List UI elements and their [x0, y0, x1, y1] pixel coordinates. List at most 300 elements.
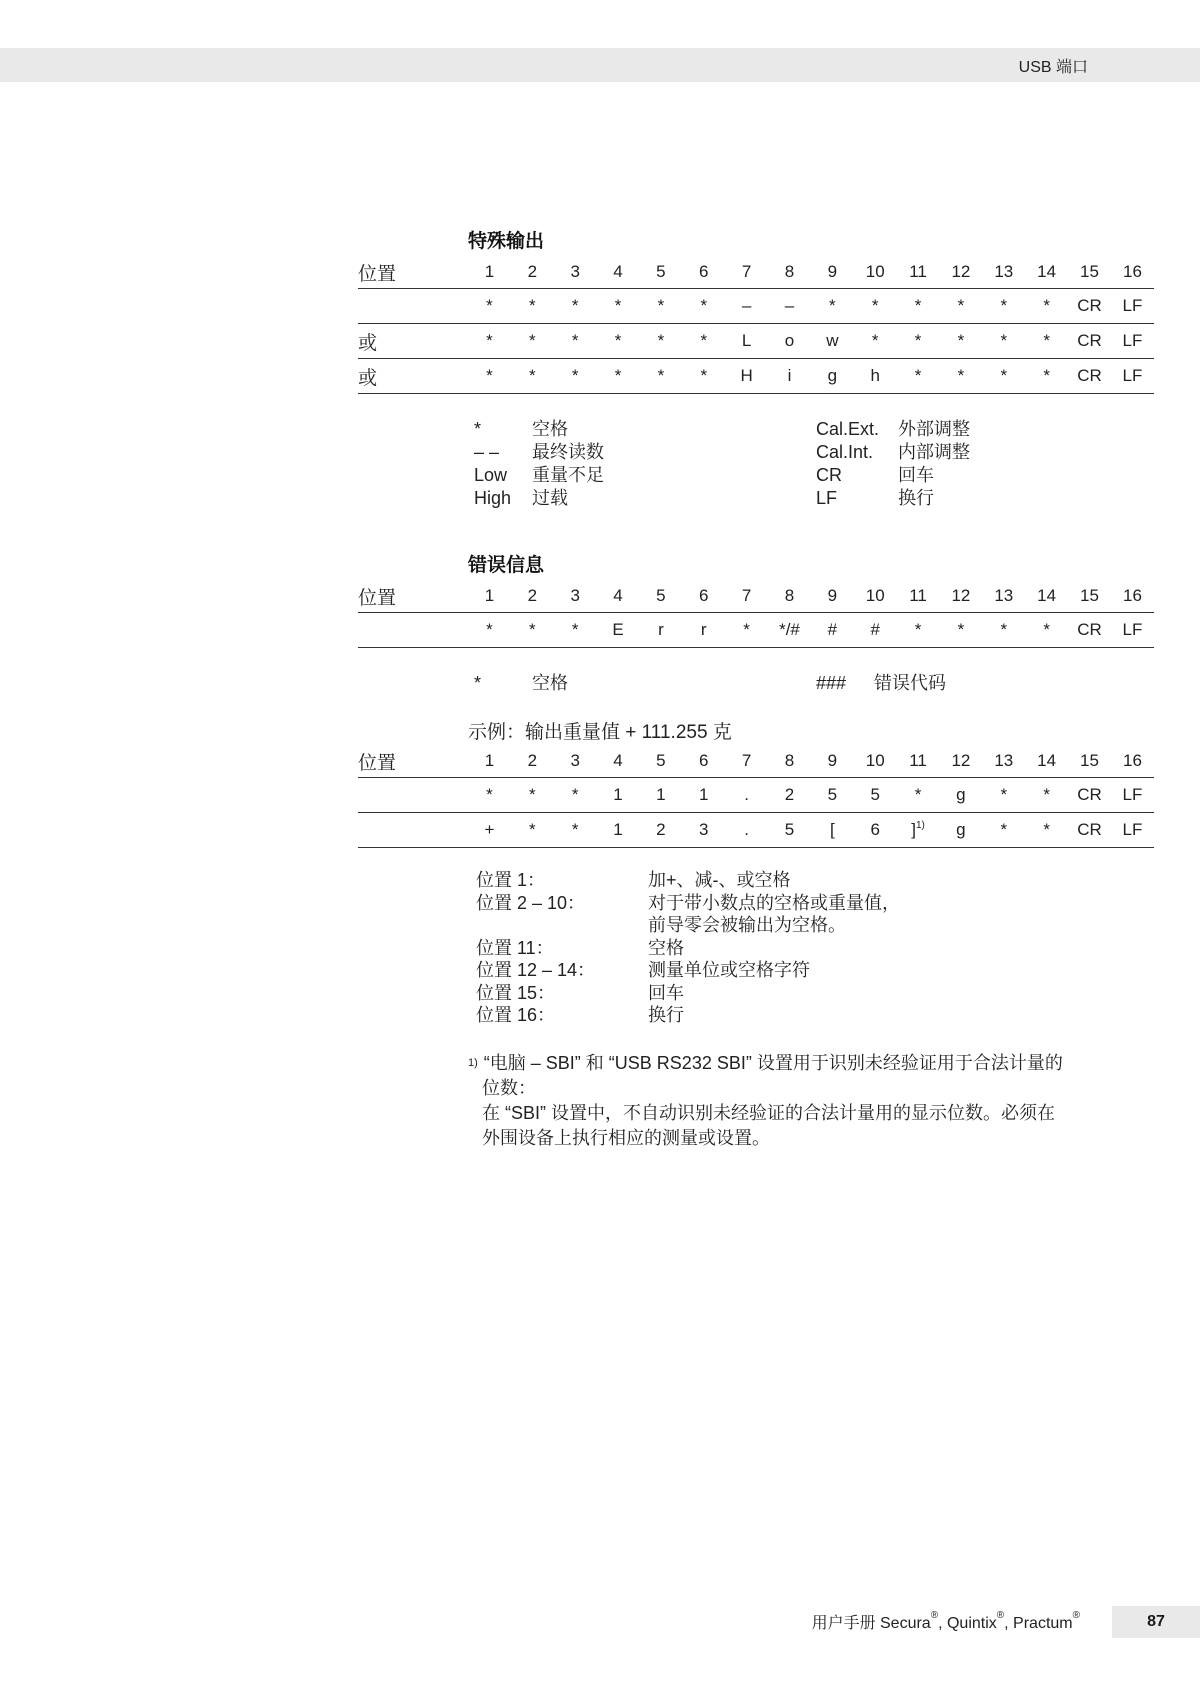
data-row	[358, 289, 1154, 324]
output-char: *	[1043, 620, 1050, 639]
note-item	[476, 937, 900, 960]
output-char: –	[784, 296, 795, 315]
output-char: *	[529, 820, 536, 839]
output-char: E	[612, 620, 624, 639]
position-number: 12	[951, 586, 971, 605]
output-char-cell	[897, 359, 940, 394]
output-char-cell	[1111, 324, 1154, 359]
row-label: 或	[358, 324, 468, 359]
note-text: 对于带小数点的空格或重量值，	[648, 892, 900, 913]
output-char-cell	[725, 289, 768, 324]
legend-item	[474, 464, 604, 487]
note-text: 换行	[648, 1005, 684, 1025]
position-number: 10	[865, 262, 885, 281]
note-key: 位置 15：	[476, 982, 556, 1003]
position-header-row	[358, 745, 1154, 778]
legend-symbol: Cal.Ext.	[816, 419, 880, 439]
legend-item	[474, 418, 604, 441]
footnote-mark: 1)	[468, 1057, 478, 1069]
legend-item	[816, 487, 970, 510]
output-char: +	[484, 820, 495, 839]
position-label: 位置	[358, 752, 397, 774]
output-char: *	[700, 296, 708, 315]
position-number: 1	[484, 262, 495, 281]
output-char-cell	[1111, 359, 1154, 394]
position-number: 2	[527, 586, 538, 605]
output-char: LF	[1122, 296, 1143, 315]
output-char: *	[871, 296, 879, 315]
output-char: *	[1000, 331, 1008, 350]
data-row	[358, 324, 1154, 359]
position-number: 11	[909, 586, 927, 605]
output-char-cell	[597, 289, 640, 324]
position-number: 13	[994, 586, 1014, 605]
output-char-cell	[1068, 613, 1111, 648]
output-char-cell	[854, 613, 897, 648]
legend-symbol: – –	[474, 442, 500, 462]
position-number: 5	[656, 262, 666, 281]
position-number: 1	[484, 751, 495, 770]
output-char: 6	[870, 820, 880, 839]
position-number: 5	[656, 586, 666, 605]
data-row	[358, 813, 1154, 848]
legend-text: 空格	[532, 673, 568, 693]
output-char-cell	[511, 324, 554, 359]
output-char: 2	[784, 785, 795, 804]
registered-mark: ®	[996, 1610, 1005, 1621]
legend-text: 内部调整	[898, 442, 970, 462]
note-item	[476, 959, 900, 982]
output-char: LF	[1122, 331, 1143, 350]
output-char: 1	[656, 785, 666, 804]
output-char: *	[1043, 331, 1050, 350]
output-char-cell	[939, 324, 982, 359]
position-number: 9	[827, 262, 838, 281]
position-number: 10	[865, 751, 885, 770]
example-table	[358, 745, 1154, 848]
output-char: *	[700, 366, 708, 385]
position-number: 6	[699, 751, 709, 770]
position-number: 5	[656, 751, 666, 770]
legend-item	[474, 441, 604, 464]
output-char-cell	[511, 289, 554, 324]
output-char: 1	[613, 785, 623, 804]
output-char: *	[657, 331, 665, 350]
output-char-cell	[854, 324, 897, 359]
output-char-cell	[854, 813, 897, 848]
output-char: CR	[1077, 820, 1102, 839]
example-title: 示例：输出重量值 + 111.255 克	[468, 722, 732, 743]
error-info-table	[358, 580, 1154, 648]
footnote-line-3: 在 “SBI” 设置中，不自动识别未经验证的合法计量用的显示位数。必须在	[482, 1103, 1055, 1123]
output-char: 5	[784, 820, 795, 839]
output-char: *	[743, 620, 750, 639]
note-item	[476, 869, 900, 892]
note-key: 位置 1：	[476, 870, 546, 890]
note-key: 位置 2 – 10：	[476, 892, 586, 913]
footer-quintix: , Quintix	[938, 1615, 997, 1632]
note-text: 加+、减-、或空格	[648, 870, 791, 890]
position-number: 15	[1080, 586, 1099, 605]
header-title: USB 端口	[1018, 59, 1088, 76]
data-row	[358, 778, 1154, 813]
position-number: 4	[613, 262, 623, 281]
footer-manual-title	[812, 1610, 1080, 1633]
output-char-cell	[554, 813, 597, 848]
output-char-cell	[1025, 613, 1068, 648]
output-char-cell	[897, 289, 940, 324]
note-item	[476, 1004, 900, 1027]
output-char-cell	[1068, 324, 1111, 359]
output-char: *	[571, 820, 579, 839]
output-char: *	[914, 366, 922, 385]
output-char: ]	[911, 820, 916, 839]
note-key: 位置 16：	[476, 1005, 556, 1025]
position-number: 8	[784, 586, 795, 605]
output-char: *	[1043, 296, 1050, 315]
output-char-cell	[725, 613, 768, 648]
position-number: 3	[570, 262, 580, 281]
note-text: 空格	[648, 937, 684, 958]
legend-text: 过载	[532, 488, 568, 508]
note-text: 测量单位或空格字符	[648, 960, 810, 980]
output-char: 5	[827, 785, 838, 804]
output-char: CR	[1077, 331, 1102, 350]
position-number: 2	[527, 751, 538, 770]
output-char: *	[914, 620, 922, 639]
output-char: *	[571, 296, 579, 315]
note-text: 回车	[648, 982, 684, 1003]
legend-symbol: CR	[816, 465, 842, 485]
output-char-cell	[982, 613, 1025, 648]
output-char-cell	[768, 813, 811, 848]
output-char: g	[956, 785, 966, 804]
position-number: 11	[909, 751, 927, 770]
output-char-cell	[597, 359, 640, 394]
output-char: LF	[1122, 620, 1143, 639]
output-char: *	[914, 785, 922, 804]
note-key: 位置 12 – 14：	[476, 960, 596, 980]
position-number: 14	[1037, 751, 1057, 770]
row-label	[358, 289, 468, 324]
output-char-cell	[639, 289, 682, 324]
example-notes	[476, 869, 900, 1027]
legend-symbol: *	[474, 419, 482, 439]
footnote-ref: 1)	[915, 820, 925, 831]
position-number: 8	[784, 262, 795, 281]
position-number: 12	[951, 262, 971, 281]
output-char-cell	[725, 324, 768, 359]
output-char: #	[870, 620, 880, 639]
output-char-cell	[768, 778, 811, 813]
output-char-cell	[511, 813, 554, 848]
position-number: 7	[741, 262, 752, 281]
output-char-cell	[554, 324, 597, 359]
output-char: CR	[1077, 620, 1102, 639]
position-number: 4	[613, 586, 623, 605]
position-number: 16	[1123, 262, 1142, 281]
position-number: 8	[784, 751, 795, 770]
position-number: 15	[1080, 751, 1099, 770]
registered-mark: ®	[1072, 1610, 1080, 1621]
row-label	[358, 813, 468, 848]
legend-symbol: Cal.Int.	[816, 442, 874, 462]
legend-text: 空格	[532, 419, 568, 439]
output-char: *	[486, 620, 493, 639]
position-header-row	[358, 256, 1154, 289]
output-char-cell	[725, 778, 768, 813]
position-number: 16	[1123, 751, 1142, 770]
output-char: r	[658, 620, 664, 639]
output-char-cell	[554, 778, 597, 813]
output-char: 1	[613, 820, 623, 839]
output-char: CR	[1077, 366, 1102, 385]
output-char: *	[1043, 366, 1050, 385]
legend-text: 重量不足	[532, 465, 604, 485]
output-char-cell	[854, 289, 897, 324]
position-number: 12	[951, 751, 971, 770]
legend-text: 回车	[898, 465, 934, 485]
output-char: #	[827, 620, 838, 639]
output-char-cell	[511, 359, 554, 394]
output-char: g	[956, 820, 966, 839]
footnote-line-2: 位数：	[482, 1078, 536, 1098]
output-char: 1	[699, 785, 709, 804]
output-char: *	[657, 296, 665, 315]
output-char: *	[529, 366, 536, 385]
legend-symbol: Low	[474, 465, 508, 485]
page-number: 87	[1112, 1606, 1200, 1638]
row-label	[358, 778, 468, 813]
output-char-cell	[725, 359, 768, 394]
output-char: H	[740, 366, 753, 385]
position-label: 位置	[358, 587, 397, 609]
output-char-cell	[811, 813, 854, 848]
position-number: 4	[613, 751, 623, 770]
output-char: *	[1000, 366, 1008, 385]
output-char: *	[486, 785, 493, 804]
output-char-cell	[682, 289, 725, 324]
output-char-cell	[468, 813, 511, 848]
legend-symbol: ###	[816, 673, 847, 693]
output-char-cell	[1111, 613, 1154, 648]
position-number: 14	[1037, 262, 1057, 281]
position-label: 位置	[358, 263, 397, 285]
position-number: 6	[699, 262, 709, 281]
error-legend-right	[816, 672, 946, 695]
output-char-cell	[939, 778, 982, 813]
footnote-line-1: “电脑 – SBI” 和 “USB RS232 SBI” 设置用于识别未经验证用于合法计量的	[483, 1053, 1063, 1073]
output-char-cell	[1025, 324, 1068, 359]
output-char-cell	[982, 778, 1025, 813]
row-label: 或	[358, 359, 468, 394]
output-char-cell	[811, 289, 854, 324]
position-number: 3	[570, 586, 580, 605]
output-char: *	[486, 296, 493, 315]
legend-text: 最终读数	[532, 442, 604, 462]
position-number: 10	[865, 586, 885, 605]
output-char-cell	[682, 324, 725, 359]
output-char-cell	[725, 813, 768, 848]
output-char: *	[871, 331, 879, 350]
header-bar	[0, 48, 1200, 82]
note-item	[476, 892, 900, 915]
output-char-cell	[639, 813, 682, 848]
position-number: 13	[994, 751, 1014, 770]
output-char: –	[741, 296, 752, 315]
output-char: LF	[1122, 820, 1143, 839]
output-char-cell	[982, 289, 1025, 324]
special-legend-left	[474, 418, 604, 510]
output-char: */#	[779, 620, 800, 639]
output-char: i	[787, 366, 792, 385]
output-char: .	[744, 820, 749, 839]
position-number: 11	[909, 262, 927, 281]
output-char-cell	[768, 324, 811, 359]
output-char: *	[957, 366, 965, 385]
note-item	[476, 982, 900, 1005]
special-output-title: 特殊输出	[468, 231, 545, 252]
output-char: 2	[656, 820, 666, 839]
data-row	[358, 359, 1154, 394]
output-char: *	[529, 296, 536, 315]
output-char-cell	[897, 778, 940, 813]
output-char: h	[870, 366, 880, 385]
output-char-cell	[597, 324, 640, 359]
output-char-cell	[639, 359, 682, 394]
output-char-cell	[939, 289, 982, 324]
legend-item	[816, 418, 970, 441]
output-char-cell	[682, 359, 725, 394]
position-number: 1	[484, 586, 495, 605]
output-char: *	[1000, 820, 1008, 839]
position-number: 9	[827, 751, 838, 770]
output-char: *	[957, 620, 965, 639]
output-char-cell	[639, 778, 682, 813]
data-row	[358, 613, 1154, 648]
legend-symbol: LF	[816, 488, 838, 508]
output-char: *	[1043, 820, 1050, 839]
output-char: *	[486, 366, 493, 385]
output-char-cell	[597, 613, 640, 648]
legend-item	[816, 464, 970, 487]
output-char: *	[914, 331, 922, 350]
special-legend-right	[816, 418, 970, 510]
output-char: *	[700, 331, 708, 350]
output-char: 3	[699, 820, 709, 839]
output-char: *	[614, 366, 622, 385]
output-char-cell	[511, 778, 554, 813]
position-number: 9	[827, 586, 838, 605]
output-char-cell	[1068, 359, 1111, 394]
output-char-cell	[511, 613, 554, 648]
output-char: LF	[1122, 785, 1143, 804]
output-char: g	[827, 366, 838, 385]
output-char: *	[614, 296, 622, 315]
position-header-row	[358, 580, 1154, 613]
legend-item	[816, 441, 970, 464]
error-legend-left	[474, 672, 568, 695]
output-char: *	[1043, 785, 1050, 804]
output-char: *	[571, 366, 579, 385]
output-char: *	[914, 296, 922, 315]
output-char-cell	[897, 813, 940, 848]
output-char-cell	[811, 359, 854, 394]
legend-text: 错误代码	[874, 673, 946, 693]
output-char-cell	[597, 813, 640, 848]
output-char: *	[529, 785, 536, 804]
output-char-cell	[1068, 289, 1111, 324]
legend-text: 换行	[898, 488, 934, 508]
position-number: 7	[741, 751, 752, 770]
output-char: .	[744, 785, 749, 804]
output-char-cell	[597, 778, 640, 813]
output-char-cell	[554, 613, 597, 648]
footer-manual-prefix: 用户手册 Secura	[811, 1615, 931, 1632]
output-char: *	[571, 620, 579, 639]
output-char-cell	[768, 359, 811, 394]
legend-symbol: High	[474, 488, 512, 508]
output-char-cell	[639, 613, 682, 648]
output-char-cell	[768, 289, 811, 324]
output-char: *	[957, 296, 965, 315]
output-char: *	[614, 331, 622, 350]
position-number: 3	[570, 751, 580, 770]
output-char-cell	[468, 324, 511, 359]
note-continuation: 前导零会被输出为空格。	[648, 915, 846, 935]
output-char: *	[486, 331, 493, 350]
output-char-cell	[854, 778, 897, 813]
position-number: 6	[699, 586, 709, 605]
output-char: LF	[1122, 366, 1143, 385]
note-key: 位置 11：	[476, 937, 554, 958]
output-char: *	[1000, 296, 1008, 315]
output-char-cell	[682, 778, 725, 813]
output-char: r	[700, 620, 707, 639]
output-char-cell	[468, 778, 511, 813]
output-char: *	[829, 296, 836, 315]
output-char: *	[571, 785, 579, 804]
output-char-cell	[768, 613, 811, 648]
position-number: 15	[1080, 262, 1099, 281]
output-char-cell	[982, 359, 1025, 394]
output-char-cell	[639, 324, 682, 359]
output-char-cell	[1025, 289, 1068, 324]
footer-practum: , Practum	[1004, 1615, 1073, 1632]
output-char-cell	[982, 813, 1025, 848]
output-char-cell	[811, 778, 854, 813]
output-char: o	[784, 331, 795, 350]
output-char: L	[741, 331, 752, 350]
output-char-cell	[1025, 813, 1068, 848]
registered-mark: ®	[930, 1610, 939, 1621]
output-char: *	[529, 620, 536, 639]
legend-item	[474, 487, 604, 510]
output-char-cell	[939, 613, 982, 648]
output-char-cell	[468, 289, 511, 324]
output-char: *	[1000, 785, 1008, 804]
output-char-cell	[897, 324, 940, 359]
position-number: 7	[741, 586, 752, 605]
output-char-cell	[1068, 813, 1111, 848]
output-char: *	[657, 366, 665, 385]
output-char-cell	[554, 289, 597, 324]
output-char-cell	[554, 359, 597, 394]
output-char: *	[529, 331, 536, 350]
output-char: [	[829, 820, 835, 839]
output-char-cell	[1025, 359, 1068, 394]
output-char-cell	[811, 324, 854, 359]
